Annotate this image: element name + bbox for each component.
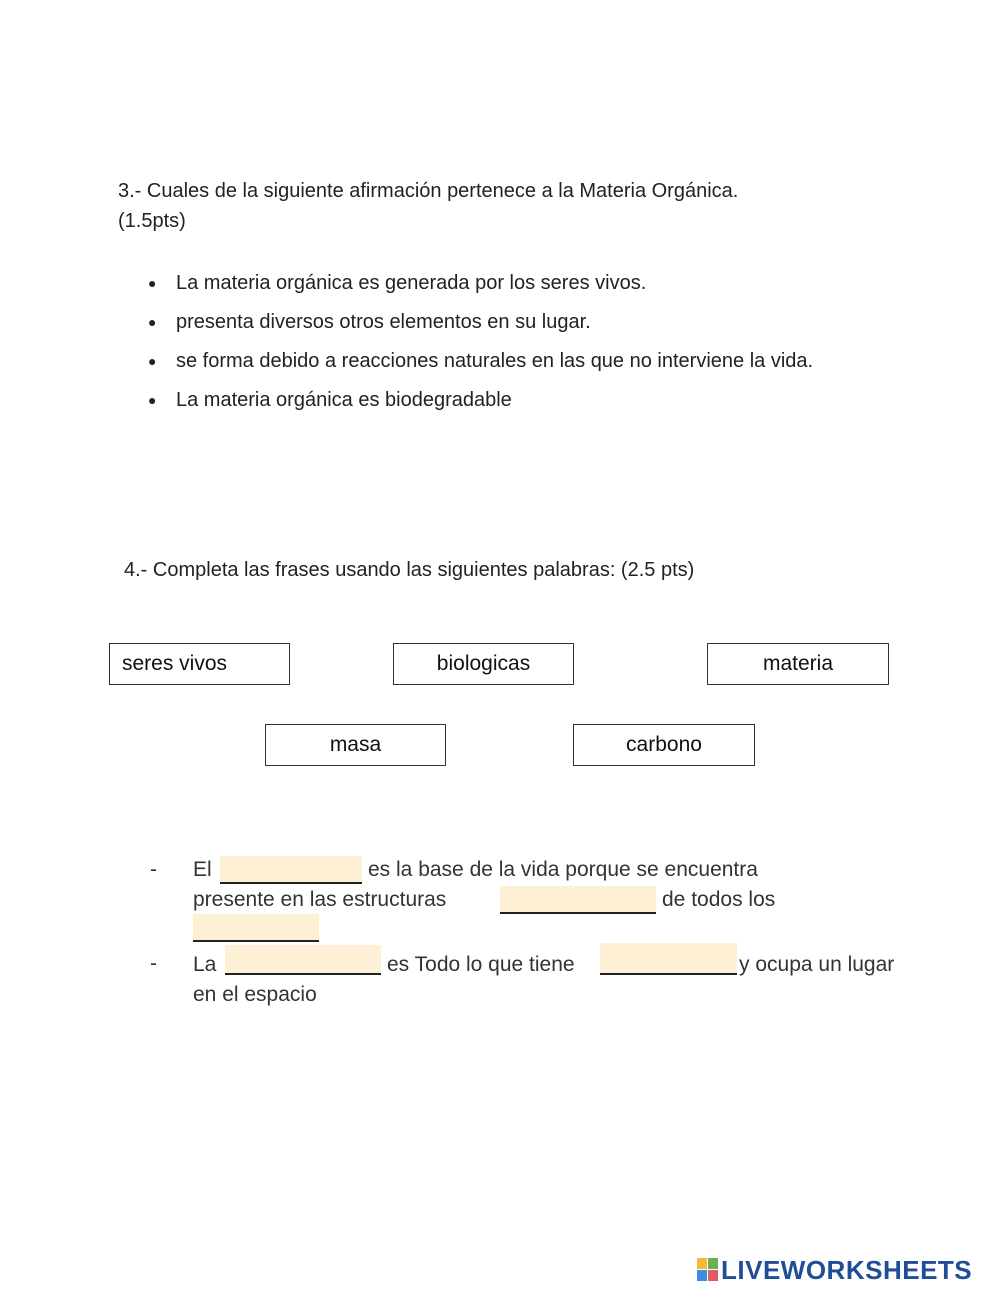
question-3-title	[118, 176, 878, 236]
liveworksheets-logo	[697, 1256, 972, 1284]
option-4-text: La materia orgánica es biodegradable	[176, 389, 512, 411]
bullet-icon: ●	[148, 353, 157, 369]
option-3-text: se forma debido a reacciones naturales en las que no interviene la vida.	[176, 350, 814, 372]
question-4-title: 4.- Completa las frases usando las siguientes palabras: (2.5 pts)	[124, 559, 695, 581]
blank-3-input[interactable]	[193, 914, 319, 942]
logo-square-1	[697, 1258, 707, 1269]
question-3-title-line1: 3.- Cuales de la siguiente afirmación pertenece a la Materia Orgánica.	[118, 180, 739, 202]
option-1[interactable]	[148, 264, 868, 303]
question-3-options	[148, 264, 868, 420]
question-3-points: (1.5pts)	[118, 210, 186, 232]
word-biologicas[interactable]: biologicas	[393, 643, 574, 685]
blank-4-input[interactable]	[225, 945, 381, 975]
logo-square-3	[697, 1270, 707, 1281]
blank-2-input[interactable]	[500, 886, 656, 914]
word-seres-vivos-label: seres vivos	[122, 652, 228, 675]
bullet-icon: ●	[148, 314, 157, 330]
option-2[interactable]	[148, 303, 868, 342]
option-4[interactable]	[148, 381, 868, 420]
sentence-1-dash: -	[150, 858, 157, 881]
blank-1-input[interactable]	[220, 856, 362, 884]
bullet-icon: ●	[148, 392, 157, 408]
sentence-1-part-1: El	[193, 858, 212, 881]
liveworksheets-logo-icon	[697, 1258, 719, 1282]
word-materia[interactable]: materia	[707, 643, 889, 685]
word-seres-vivos[interactable]	[109, 643, 290, 685]
sentence-2-part-2: es Todo lo que tiene	[387, 953, 575, 976]
sentence-1-part-4: de todos los	[662, 888, 776, 911]
option-3[interactable]	[148, 342, 868, 381]
sentence-2-part-1: La	[193, 953, 217, 976]
sentence-1-part-2: es la base de la vida porque se encuentra	[368, 858, 758, 881]
sentence-2-dash: -	[150, 952, 157, 975]
logo-square-4	[708, 1270, 718, 1281]
sentence-2-part-4: en el espacio	[193, 983, 317, 1006]
bullet-icon: ●	[148, 275, 157, 291]
sentence-2-part-3: y ocupa un lugar	[739, 953, 895, 976]
option-1-text: La materia orgánica es generada por los seres vivos.	[176, 272, 647, 294]
sentence-1-part-3: presente en las estructuras	[193, 888, 447, 911]
option-2-text: presenta diversos otros elementos en su lugar.	[176, 311, 591, 333]
word-carbono[interactable]: carbono	[573, 724, 755, 766]
logo-square-2	[708, 1258, 718, 1269]
word-masa[interactable]: masa	[265, 724, 446, 766]
liveworksheets-logo-text: LIVEWORKSHEETS	[721, 1254, 973, 1285]
blank-5-input[interactable]	[600, 943, 737, 975]
